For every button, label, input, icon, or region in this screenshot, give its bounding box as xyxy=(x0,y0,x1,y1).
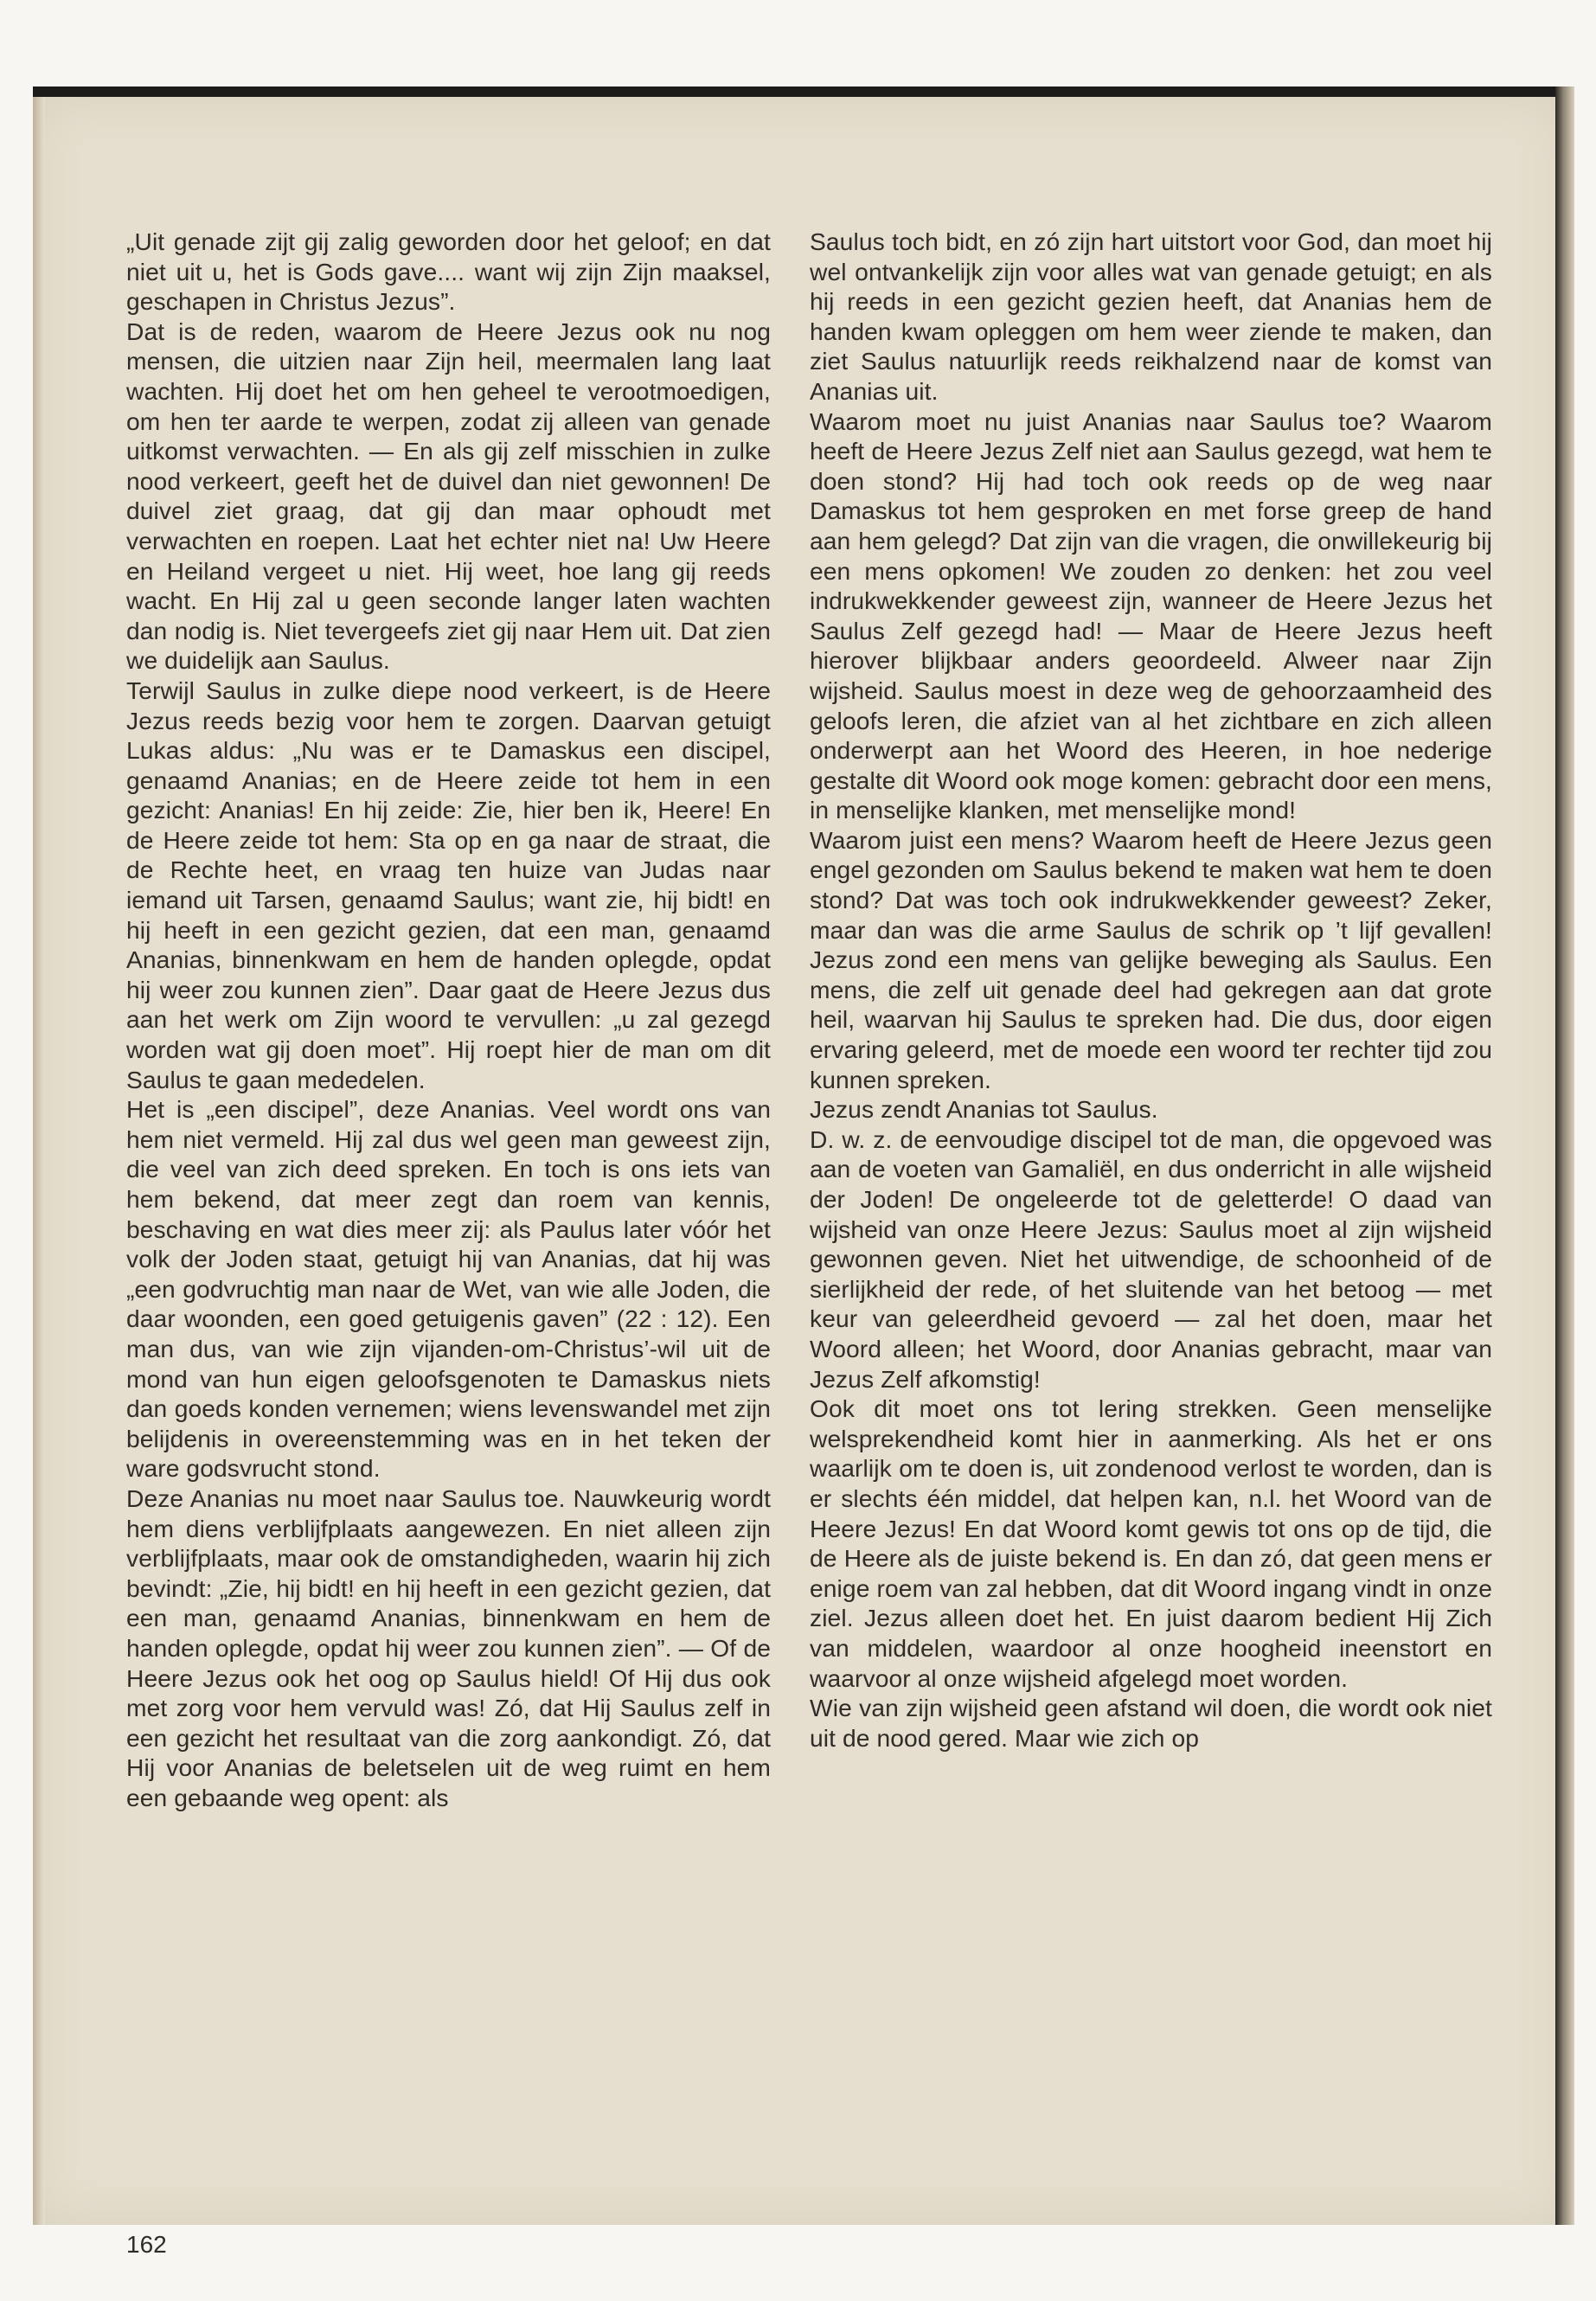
paragraph: Waarom moet nu juist Ananias naar Saulus toe? Waarom heeft de Heere Jezus Zelf niet aan Saulus gezegd, wat hem te doen stond? Hij had toch ook reeds op de weg naar Damaskus tot hem gesproken en met forse greep de hand aan hem gelegd? Dat zijn van die vragen, die onwillekeurig bij een mens opkomen! We zouden zo denken: het zou veel indrukwekkender geweest zijn, wanneer de Heere Jezus het Saulus Zelf gezegd had! — Maar de Heere Jezus heeft hierover blijkbaar anders geoordeeld. Alweer naar Zijn wijsheid. Saulus moest in deze weg de gehoorzaamheid des geloofs leren, die afziet van al het zichtbare en zich alleen onderwerpt aan het Woord des Heeren, in hoe nederige gestalte dit Woord ook moge komen: gebracht door een mens, in menselijke klanken, met menselijke mond! xyxy=(810,407,1492,824)
paragraph: Terwijl Saulus in zulke diepe nood verkeert, is de Heere Jezus reeds bezig voor hem te zorgen. Daarvan getuigt Lukas aldus: „Nu was er te Damaskus een discipel, genaamd Ananias; en de Heere zeide tot hem in een gezicht: Ananias! En hij zeide: Zie, hier ben ik, Heere! En de Heere zeide tot hem: Sta op en ga naar de straat, die de Rechte heet, en vraag ten huize van Judas naar iemand uit Tarsen, genaamd Saulus; want zie, hij bidt! en hij heeft in een gezicht gezien, dat een man, genaamd Ananias, binnenkwam en hem de handen oplegde, opdat hij weer zou kunnen zien”. Daar gaat de Heere Jezus dus aan het werk om Zijn woord te vervullen: „u zal gezegd worden wat gij doen moet”. Hij roept hier de man om dit Saulus te gaan mededelen. xyxy=(126,676,771,1093)
paragraph: Ook dit moet ons tot lering strekken. Geen menselijke welsprekendheid komt hier in aanmerking. Als het er ons waarlijk om te doen is, uit zondenood verlost te worden, dan is er slechts één middel, dat helpen kan, n.l. het Woord van de Heere Jezus! En dat Woord komt gewis tot ons op de tijd, die de Heere als de juiste bekend is. En dan zó, dat geen mens er enige roem van zal hebben, dat dit Woord ingang vindt in onze ziel. Jezus alleen doet het. En juist daarom bedient Hij Zich van middelen, waardoor al onze hoogheid ineenstort en waarvoor al onze wijsheid afgelegd moet worden. xyxy=(810,1394,1492,1692)
paragraph: Waarom juist een mens? Waarom heeft de Heere Jezus geen engel gezonden om Saulus bekend te maken wat hem te doen stond? Dat was toch ook indrukwekkender geweest? Zeker, maar dan was die arme Saulus de schrik op ’t lijf gevallen! Jezus zond een mens van gelijke beweging als Saulus. Een mens, die zelf uit genade deel had gekregen aan dat grote heil, waarvan hij Saulus te spreken had. Die dus, door eigen ervaring geleerd, met de moede een woord ter rechter tijd zou kunnen spreken. xyxy=(810,825,1492,1093)
page-number: 162 xyxy=(126,2231,167,2258)
paragraph: Jezus zendt Ananias tot Saulus. xyxy=(810,1095,1158,1124)
paragraph: Saulus toch bidt, en zó zijn hart uitstort voor God, dan moet hij wel ontvankelijk zijn voor alles wat van genade getuigt; en als hij reeds in een gezicht gezien heeft, dat Ananias hem de handen kwam opleggen om hem weer ziende te maken, dan ziet Saulus natuurlijk reeds reikhalzend naar de komst van Ananias uit. xyxy=(810,228,1492,405)
paragraph: Het is „een discipel”, deze Ananias. Veel wordt ons van hem niet vermeld. Hij zal dus wel geen man geweest zijn, die veel van zich deed spreken. En toch is ons iets van hem bekend, dat meer zegt dan roem van kennis, beschaving en wat dies meer zij: als Paulus later vóór het volk der Joden staat, getuigt hij van Ananias, dat hij was „een godvruchtig man naar de Wet, van wie alle Joden, die daar woonden, een goed getuigenis gaven” (22 : 12). Een man dus, van wie zijn vijanden-om-Christus’-wil uit de mond van hun eigen geloofsgenoten te Damaskus niets dan goeds konden vernemen; wiens levenswandel met zijn belijdenis in overeenstemming was en in het teken der ware godsvrucht stond. xyxy=(126,1095,771,1483)
paragraph: „Uit genade zijt gij zalig geworden door het geloof; en dat niet uit u, het is Gods gave.... want wij zijn Zijn maaksel, geschapen in Christus Jezus”. xyxy=(126,228,771,316)
paragraph: Wie van zijn wijsheid geen afstand wil doen, die wordt ook niet uit de nood gered. Maar wie zich op xyxy=(810,1694,1492,1752)
paragraph: Dat is de reden, waarom de Heere Jezus ook nu nog mensen, die uitzien naar Zijn heil, meermalen lang laat wachten. Hij doet het om hen geheel te verootmoedigen, om hen ter aarde te werpen, zodat zij alleen van genade uitkomst verwachten. — En als gij zelf misschien in zulke nood verkeert, geeft het de duivel dan niet gewonnen! De duivel ziet graag, dat gij dan maar ophoudt met verwachten en roepen. Laat het echter niet na! Uw Heere en Heiland vergeet u niet. Hij weet, hoe lang gij reeds wacht. En Hij zal u geen seconde langer laten wachten dan nodig is. Niet tevergeefs ziet gij naar Hem uit. Dat zien we duidelijk aan Saulus. xyxy=(126,317,771,675)
paragraph: D. w. z. de eenvoudige discipel tot de man, die opgevoed was aan de voeten van Gamaliël, en dus onderricht in alle wijsheid der Joden! De ongeleerde tot de geletterde! O daad van wijsheid van onze Heere Jezus: Saulus moet al zijn wijsheid gewonnen geven. Niet het uitwendige, de schoonheid of de sierlijkheid der rede, of het sluitende van het betoog — met keur van geleerdheid gevoerd — zal het doen, maar het Woord alleen; het Woord, door Ananias gebracht, maar van Jezus Zelf afkomstig! xyxy=(810,1125,1492,1393)
page-edge xyxy=(1555,87,1574,2225)
left-column xyxy=(126,227,771,1812)
right-column xyxy=(810,227,1492,1753)
paragraph: Deze Ananias nu moet naar Saulus toe. Nauwkeurig wordt hem diens verblijfplaats aangewezen. En niet alleen zijn verblijfplaats, maar ook de omstandigheden, waarin hij zich bevindt: „Zie, hij bidt! en hij heeft in een gezicht gezien, dat een man, genaamd Ananias, binnenkwam en hem de handen oplegde, opdat hij weer zou kunnen zien”. — Of de Heere Jezus ook het oog op Saulus hield! Of Hij dus ook met zorg voor hem vervuld was! Zó, dat Hij Saulus zelf in een gezicht het resultaat van die zorg aankondigt. Zó, dat Hij voor Ananias de beletselen uit de weg ruimt en hem een gebaande weg opent: als xyxy=(126,1484,771,1811)
book-page xyxy=(33,87,1566,2258)
page-gutter-shadow xyxy=(33,97,45,2225)
